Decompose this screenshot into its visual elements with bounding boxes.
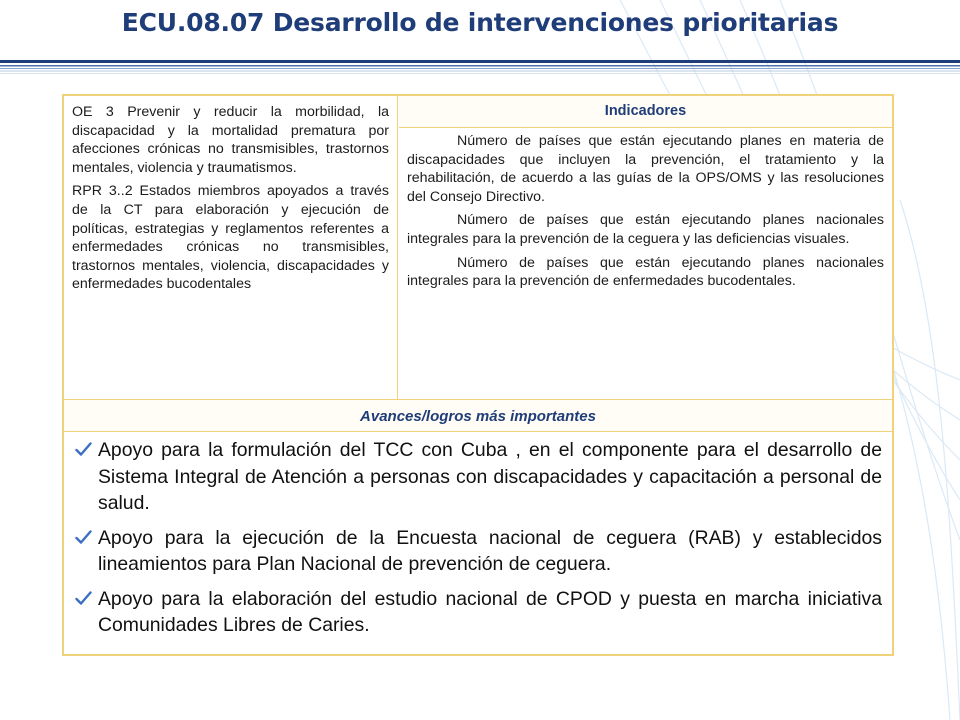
checkmark-icon [75,591,92,606]
achievement-item [64,437,892,517]
indicators-header: Indicadores [399,96,892,128]
achievement-item [64,586,892,639]
achievements-list [64,437,892,647]
title-divider [0,60,960,76]
indicator-item: Número de países que están ejecutando planes nacionales integrales para la prevención de la ceguera y las deficiencias visuales. [407,212,884,247]
objective-oe-text: OE 3 Prevenir y reducir la morbilidad, la discapacidad y la mortalidad prematura por afecciones crónicas no transmisibles, trastornos mentales, violencia y traumatismos. [72,104,389,176]
indicator-item: Número de países que están ejecutando planes nacionales integrales para la prevención de enfermedades bucodentales. [407,254,884,290]
achievement-item [64,525,892,578]
achievement-text: Apoyo para la ejecución de la Encuesta nacional de ceguera (RAB) y establecidos lineamientos para Plan Nacional de prevención de ceguera. [98,526,882,575]
achievement-text: Apoyo para la formulación del TCC con Cuba , en el componente para el desarrollo de Sistema Integral de Atención a personas con discapacidades y capacitación a personal de salud. [98,439,882,514]
objective-cell [64,96,398,399]
indicators-list [399,128,892,291]
achievements-header: Avances/logros más importantes [64,399,892,432]
achievement-text: Apoyo para la elaboración del estudio nacional de CPOD y puesta en marcha iniciativa Comunidades Libres de Caries. [98,587,882,636]
table-top-row [64,96,892,399]
objective-rpr-text: RPR 3..2 Estados miembros apoyados a través de la CT para elaboración y ejecución de políticas, estrategias y reglamentos referentes a enfermedades crónicas no transmisibles, trastornos mentales, violencia, discapacidades y enfermedades bucodentales [72,183,389,293]
page-title: ECU.08.07 Desarrollo de intervenciones prioritarias [121,8,839,37]
checkmark-icon [75,442,92,457]
indicator-item: Número de países que están ejecutando planes en materia de discapacidades que incluyen la prevención, el tratamiento y la rehabilitación, de acuerdo a las guías de la OPS/OMS y las resoluciones del Consejo Directivo. [407,133,884,205]
content-table [62,94,894,656]
indicators-cell [399,96,892,399]
checkmark-icon [75,530,92,545]
